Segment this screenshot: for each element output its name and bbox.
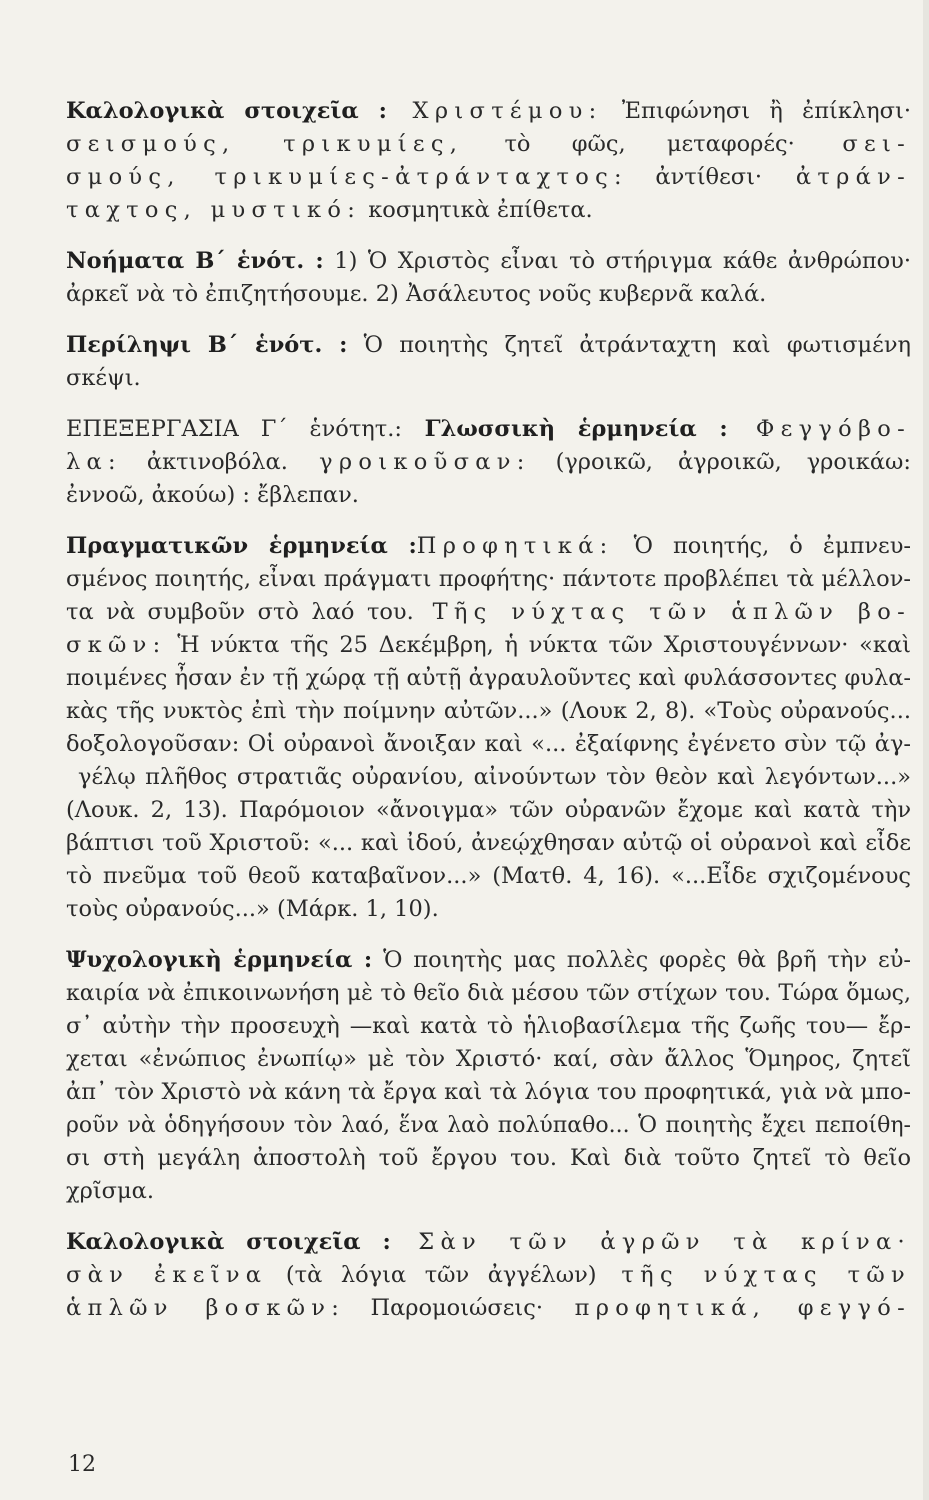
line-text: χρῖσμα. <box>66 1178 155 1204</box>
spaced-text: Σὰν τῶν ἀγρῶν τὰ κρίνα· <box>390 1229 911 1255</box>
spaced-text: προφητικά, φεγγό- <box>542 1295 912 1321</box>
text-line <box>66 245 911 278</box>
section-heading: Γλωσσικὴ ἑρμηνεία : <box>401 416 728 442</box>
text-line <box>66 194 911 227</box>
text-line <box>66 695 911 728</box>
text-line <box>66 128 911 161</box>
line-text: ἀρκεῖ νὰ τὸ ἐπιζητήσουμε. 2) Ἀσάλευτος νοῦς κυβερνᾶ καλά. <box>66 281 767 307</box>
text-line <box>66 1043 911 1076</box>
line-text: βάπτισι τοῦ Χριστοῦ: «... καὶ ἰδού, ἀνεῴχθησαν αὐτῷ οἱ οὐρανοὶ καὶ εἶδε <box>66 830 911 856</box>
text-line <box>66 1076 911 1109</box>
line-text: καιρία νὰ ἐπικοινωνήση μὲ τὸ θεῖο διὰ μέσου τῶν στίχων του. Τώρα ὅμως, <box>66 981 911 1006</box>
text-line <box>66 827 911 860</box>
paragraph-noimata <box>66 245 911 311</box>
spaced-text: λα: <box>66 449 122 475</box>
section-heading: Περίληψι Β΄ ἑνότ. : <box>66 332 348 358</box>
spaced-text: σὰν ἐκεῖνα <box>66 1262 268 1288</box>
line-text: ἐννοῶ, ἀκούω) : ἔβλεπαν. <box>66 482 359 508</box>
text-line <box>66 530 911 563</box>
line-text: δοξολογοῦσαν: Οἱ οὐρανοὶ ἄνοιξαν καὶ «... ἐξαίφνης ἐγένετο σὺν τῷ ἀγ- <box>66 731 911 757</box>
text-line <box>66 1142 911 1175</box>
text-line <box>66 893 911 926</box>
line-text: σκέψι. <box>66 365 141 391</box>
line-text: ροῦν νὰ ὁδηγήσουν τὸν λαό, ἕνα λαὸ πολύπαθο... Ὁ ποιητὴς ἔχει πεποίθη- <box>66 1113 911 1138</box>
section-heading: Πραγματικῶν ἑρμηνεία : <box>66 533 417 559</box>
spaced-text: Χριστέμου: <box>386 98 603 124</box>
text-line <box>66 1010 911 1043</box>
paragraph-pragmatikon <box>66 530 911 926</box>
spaced-text: Προφητικά: <box>416 533 614 559</box>
spaced-text: ἁπλῶν βοσκῶν: <box>66 1295 346 1321</box>
line-text: ἀκτινοβόλα. <box>121 449 288 475</box>
section-heading: Καλολογικὰ στοιχεῖα : <box>66 98 387 124</box>
text-line <box>66 329 911 362</box>
spaced-text: Φεγγόβο- <box>727 416 912 442</box>
line-text: κὰς τῆς νυκτὸς ἐπὶ τὴν ποίμνην αὐτῶν...» (Λουκ 2, 8). «Τοὺς οὐρανούς... <box>66 698 911 724</box>
spaced-text: Τῆς νύχτας τῶν ἁπλῶν βο- <box>413 599 911 625</box>
line-text: Ὁ ποιητὴς μας πολλὲς φορὲς θὰ βρῆ τὴν εὐ- <box>372 947 911 973</box>
line-text: τὸ πνεῦμα τοῦ θεοῦ καταβαῖνον...» (Ματθ. 4, 16). «...Εἶδε σχιζομένους <box>66 863 911 889</box>
spaced-text: ἀτράν- <box>762 164 911 190</box>
text-line <box>66 944 911 977</box>
line-text: χεται «ἐνώπιος ἐνωπίῳ» μὲ τὸν Χριστό· καί, σὰν ἄλλος Ὅμηρος, ζητεῖ <box>66 1046 911 1072</box>
spaced-text: τῆς νύχτας τῶν <box>596 1262 911 1288</box>
section-heading: Καλολογικὰ στοιχεῖα : <box>66 1229 391 1255</box>
line-text: τοὺς οὐρανούς...» (Μάρκ. 1, 10). <box>66 896 439 922</box>
section-heading: Νοήματα Β΄ ἑνότ. : <box>66 248 324 274</box>
text-line <box>66 278 911 311</box>
line-text: Παρομοιώσεις· <box>345 1295 543 1321</box>
line-text: κοσμητικὰ ἐπίθετα. <box>361 197 593 223</box>
line-text: (τὰ λόγια τῶν ἀγγέλων) <box>267 1262 597 1288</box>
paragraph-epexergasia <box>66 413 911 512</box>
text-line <box>66 563 911 596</box>
line-text: Ἡ νύκτα τῆς 25 Δεκέμβρη, ἡ νύκτα τῶν Χριστουγέννων· «καὶ <box>166 632 911 658</box>
line-text: ποιμένες ἦσαν ἐν τῇ χώρᾳ τῇ αὐτῇ ἀγραυλοῦντες καὶ φυλάσσοντες φυλα- <box>66 665 911 691</box>
line-text: Ὁ ποιητὴς ζητεῖ ἀτράνταχτη καὶ φωτισμένη <box>347 332 911 358</box>
line-text: (Λουκ. 2, 13). Παρόμοιον «ἄνοιγμα» τῶν οὐρανῶν ἔχομε καὶ κατὰ τὴν <box>66 797 911 823</box>
spaced-text: σκῶν: <box>66 632 167 658</box>
spaced-text: σει- <box>794 131 911 157</box>
text-line <box>66 596 911 629</box>
text-line <box>66 1109 911 1142</box>
line-text: Ὁ ποιητής, ὁ ἐμπνευ- <box>613 533 911 559</box>
line-text: σμένος ποιητής, εἶναι πράγματι προφήτης· πάντοτε προβλέπει τὰ μέλλον- <box>66 566 911 592</box>
line-text: ἀντίθεσι· <box>627 164 763 190</box>
text-line <box>66 479 911 512</box>
text-line <box>66 1175 911 1208</box>
page-number: 12 <box>68 1452 96 1477</box>
text-line <box>66 1259 911 1292</box>
line-text: 1) Ὁ Χριστὸς εἶναι τὸ στήριγμα κάθε ἀνθρώπου· <box>323 248 911 274</box>
text-line <box>66 629 911 662</box>
spaced-text: ταχτος, μυστικό: <box>66 197 362 223</box>
line-text: τὸ φῶς, μεταφορές· <box>463 131 795 157</box>
text-line <box>66 1226 911 1259</box>
text-line <box>66 362 911 395</box>
line-text: Ἐπιφώνησι ἢ ἐπίκλησι· <box>602 98 911 124</box>
spaced-text: σμούς, τρικυμίες-ἀτράνταχτος: <box>66 164 628 190</box>
line-text: σ᾿ αὐτὴν τὴν προσευχὴ —καὶ κατὰ τὸ ἡλιοβασίλεμα τῆς ζωῆς του— ἔρ- <box>66 1013 911 1039</box>
text-line <box>66 413 911 446</box>
text-line <box>66 95 911 128</box>
section-heading: Ψυχολογικὴ ἑρμηνεία : <box>66 947 373 973</box>
spaced-text: γροικοῦσαν: <box>287 449 531 475</box>
line-text: σι στὴ μεγάλη ἀποστολὴ τοῦ ἔργου του. Καὶ διὰ τοῦτο ζητεῖ τὸ θεῖο <box>66 1145 911 1171</box>
text-line <box>66 161 911 194</box>
text-line <box>66 794 911 827</box>
text-line <box>66 1292 911 1325</box>
text-line <box>66 977 911 1010</box>
text-line <box>66 860 911 893</box>
line-text: (γροικῶ, ἀγροικῶ, γροικάω: <box>530 449 911 475</box>
line-text: ΕΠΕΞΕΡΓΑΣΙΑ Γ΄ ἑνότητ.: <box>66 416 402 442</box>
line-text: τα νὰ συμβοῦν στὸ λαό του. <box>66 599 414 625</box>
text-page <box>66 95 911 1343</box>
paragraph-kalologika-2 <box>66 1226 911 1325</box>
text-line <box>66 446 911 479</box>
paragraph-kalologika-1 <box>66 95 911 227</box>
text-line <box>66 761 911 794</box>
paragraph-perilipsi <box>66 329 911 395</box>
paragraph-psychologiki <box>66 944 911 1208</box>
line-text: ἀπ᾿ τὸν Χριστὸ νὰ κάνη τὰ ἔργα καὶ τὰ λόγια του προφητικά, γιὰ νὰ μπο- <box>66 1079 911 1105</box>
page-edge <box>923 0 929 1500</box>
text-line <box>66 662 911 695</box>
line-text: γέλῳ πλῆθος στρατιᾶς οὐρανίου, αἰνούντων τὸν θεὸν καὶ λεγόντων...» <box>78 764 911 790</box>
spaced-text: σεισμούς, τρικυμίες, <box>66 131 464 157</box>
text-line <box>66 728 911 761</box>
